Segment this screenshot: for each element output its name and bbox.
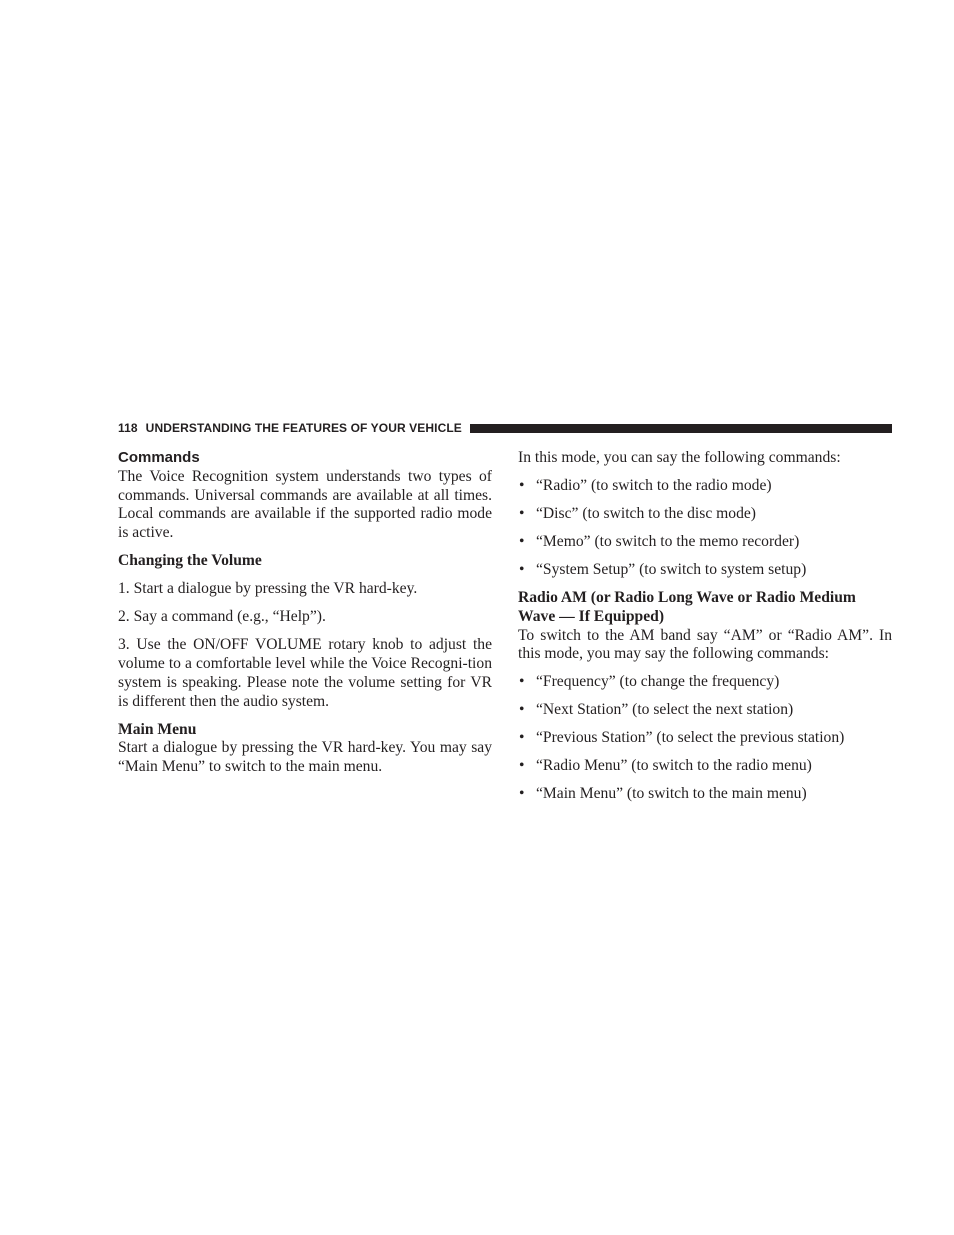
list-item-text: “System Setup” (to switch to system setup)	[536, 560, 807, 578]
list-item	[518, 701, 892, 720]
bullet-icon: •	[519, 560, 525, 578]
mode-command-list	[518, 477, 892, 580]
volume-step-3: 3. Use the ON/OFF VOLUME rotary knob to adjust the volume to a comfortable level while the Voice Recogni-tion system is speaking. Please note the volume setting for VR is different then the audio system.	[118, 636, 492, 710]
volume-step-2: 2. Say a command (e.g., “Help”).	[118, 608, 326, 626]
bullet-icon: •	[519, 757, 525, 775]
header-text	[118, 419, 462, 437]
page-header	[118, 419, 892, 437]
list-item-text: “Disc” (to switch to the disc mode)	[536, 504, 756, 522]
bullet-icon: •	[519, 504, 525, 522]
list-item	[518, 533, 892, 552]
page-number: 118	[118, 421, 138, 435]
list-item-text: “Radio” (to switch to the radio mode)	[536, 476, 772, 494]
list-item	[518, 505, 892, 524]
mode-intro: In this mode, you can say the following commands:	[518, 449, 841, 466]
list-item-text: “Frequency” (to change the frequency)	[536, 673, 780, 691]
commands-paragraph: The Voice Recognition system understands two types of commands. Universal commands are available at all times. Local commands are available if the supported radio mode is active.	[118, 467, 492, 542]
list-item-text: “Main Menu” (to switch to the main menu)	[536, 785, 807, 803]
bullet-icon: •	[519, 532, 525, 550]
bullet-icon: •	[519, 701, 525, 719]
list-item	[518, 729, 892, 748]
right-column	[518, 449, 892, 804]
list-item	[518, 561, 892, 580]
commands-heading: Commands	[118, 449, 200, 466]
am-command-list	[518, 673, 892, 804]
list-item-text: “Memo” (to switch to the memo recorder)	[536, 532, 800, 550]
volume-heading: Changing the Volume	[118, 552, 262, 570]
left-column	[118, 449, 492, 777]
section-title: UNDERSTANDING THE FEATURES OF YOUR VEHICLE	[145, 421, 462, 435]
volume-step-1: 1. Start a dialogue by pressing the VR hard-key.	[118, 580, 418, 598]
list-item-text: “Next Station” (to select the next station)	[536, 701, 794, 719]
list-item	[518, 673, 892, 692]
radio-am-paragraph: To switch to the AM band say “AM” or “Radio AM”. In this mode, you may say the following commands:	[518, 626, 892, 663]
main-menu-paragraph: Start a dialogue by pressing the VR hard-key. You may say “Main Menu” to switch to the main menu.	[118, 739, 492, 776]
main-menu-heading: Main Menu	[118, 720, 197, 738]
bullet-icon: •	[519, 785, 525, 803]
radio-am-heading: Radio AM (or Radio Long Wave or Radio Medium Wave — If Equipped)	[518, 588, 856, 625]
bullet-icon: •	[519, 476, 525, 494]
header-rule	[470, 424, 892, 433]
list-item	[518, 757, 892, 776]
list-item	[518, 785, 892, 804]
list-item	[518, 477, 892, 496]
bullet-icon: •	[519, 673, 525, 691]
list-item-text: “Previous Station” (to select the previous station)	[536, 729, 845, 747]
bullet-icon: •	[519, 729, 525, 747]
list-item-text: “Radio Menu” (to switch to the radio menu)	[536, 757, 812, 775]
